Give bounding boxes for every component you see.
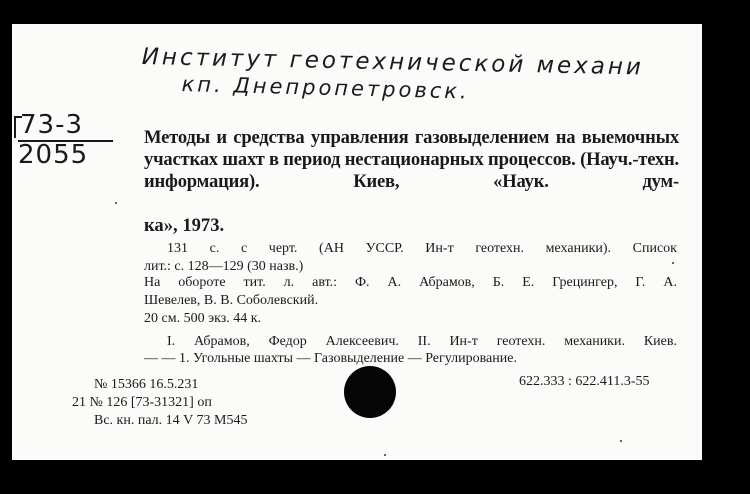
udc-index: 622.333 : 622.411.3-55 [519,374,650,389]
registry-line-2: 21 № 126 [73-31321] оп [72,395,212,410]
registry-line-3: Вс. кн. пал. 14 V 73 М545 [94,413,248,428]
physical-description-line-2: лит.: с. 128—129 (30 назв.) [144,259,304,274]
authors-line-2: Шевелев, В. В. Соболевский. [144,293,319,308]
ink-speck [115,202,117,204]
book-title-end: ка», 1973. [144,215,225,236]
tracings-line-2: — — 1. Угольные шахты — Газовыделение — Регулирование. [144,351,517,366]
tracings-line-1: I. Абрамов, Федор Алексеевич. II. Ин-т геотехн. механики. Киев. [167,334,677,349]
authors-line-1: На обороте тит. л. авт.: Ф. А. Абрамов, Б. Е. Грецингер, Г. А. [144,275,677,290]
physical-description-line-1: 131 с. с черт. (АН УССР. Ин-т геотехн. механики). Список [167,241,677,256]
registry-line-1: № 15366 16.5.231 [94,377,199,392]
handwritten-institute-line: Институт геотехнической механи [141,44,645,81]
catalog-card [12,24,702,460]
book-title: Методы и средства управления газовыделением на выемочных участках шахт в период нестационарных процессов. (Науч.-техн. информация). Киев, «Наук. дум- [144,127,679,192]
ink-speck [384,454,386,456]
ink-speck [672,262,674,264]
ink-speck [620,440,622,442]
handwritten-city-line: кп. Днепропетровск. [181,72,470,104]
shelfmark-top: 73-3 [20,110,84,140]
card-punch-hole [344,366,396,418]
shelfmark-bottom: 2055 [18,140,89,170]
size-copies-price: 20 см. 500 экз. 44 к. [144,311,262,326]
